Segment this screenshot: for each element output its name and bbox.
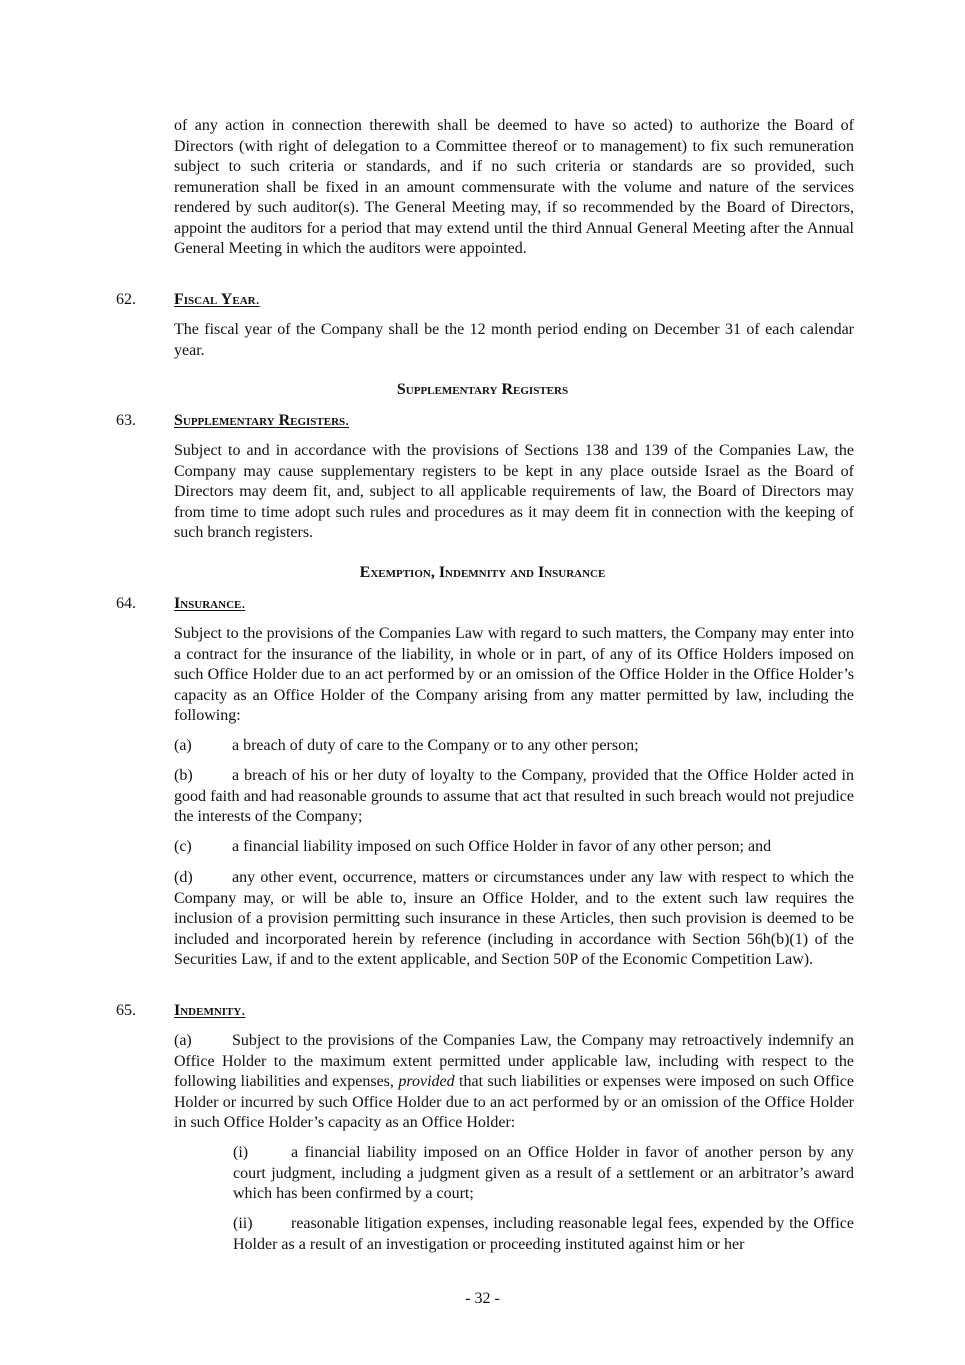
section-62-number: 62. [116, 291, 136, 308]
section-64-item-d: (d) any other event, occurrence, matters or circumstances under any law with respect to which the Company may, or will be able to, insure an Office Holder, and to the extent such law requires the inclusion of a provision permitting such insurance in these Articles, then such provision is deemed to be included and incorporated herein by reference (including in accordance with Section 56h(b)(1) of the Securities Law, if and to the extent applicable, and Section 50P of the Economic Competition Law). [174, 869, 854, 968]
section-65-number: 65. [116, 1002, 136, 1019]
section-62-heading: Fiscal Year. [174, 291, 260, 308]
section-64-heading: Insurance. [174, 595, 246, 612]
continuation-paragraph: of any action in connection therewith shall be deemed to have so acted) to authorize the Board of Directors (with right of delegation to a Committee thereof or to management) to fix such remuneration subject to such criteria or standards, and if no such criteria or standards are so provided, such remuneration shall be fixed in an amount commensurate with the volume and nature of the services rendered by such auditor(s). The General Meeting may, if so recommended by the Board of Directors, appoint the auditors for a period that may extend until the third Annual General Meeting after the Annual General Meeting in which the auditors were appointed. [174, 117, 854, 257]
section-65-sub-item-i: (i) a financial liability imposed on an Office Holder in favor of another person by any court judgment, including a judgment given as a result of a settlement or an arbitrator’s award which has been confirmed by a court; [233, 1144, 854, 1202]
section-63-text: Subject to and in accordance with the provisions of Sections 138 and 139 of the Companies Law, the Company may cause supplementary registers to be kept in any place outside Israel as the Board of Directors may deem fit, and, subject to all applicable requirements of law, the Board of Directors may from time to time adopt such rules and procedures as it may deem fit in connection with the keeping of such branch registers. [174, 442, 854, 541]
page-number: - 32 - [465, 1290, 500, 1307]
section-65-item-a: (a) Subject to the provisions of the Companies Law, the Company may retroactively indemnify an Office Holder to the maximum extent permitted under applicable law, including with respect to the following liabilities and expenses, provided that such liabilities or expenses were imposed on such Office Holder or incurred by such Office Holder due to an act performed by or an omission of the Office Holder in such Office Holder’s capacity as an Office Holder: [174, 1032, 855, 1131]
section-64-item-a: (a) a breach of duty of care to the Company or to any other person; [174, 737, 639, 754]
section-65-sub-item-ii: (ii) reasonable litigation expenses, including reasonable legal fees, expended by the Office Holder as a result of an investigation or proceeding instituted against him or her [233, 1215, 854, 1253]
section-64-number: 64. [116, 595, 136, 612]
section-65-heading: Indemnity. [174, 1002, 246, 1019]
section-63-heading: Supplementary Registers. [174, 412, 350, 429]
heading-supplementary-registers: Supplementary Registers [396, 381, 569, 398]
section-63-number: 63. [116, 412, 136, 429]
section-64-intro: Subject to the provisions of the Companies Law with regard to such matters, the Company may enter into a contract for the insurance of the liability, in whole or in part, of any of its Office Holders imposed on such Office Holder due to an act performed by or an omission of the Office Holder in the Office Holder’s capacity as an Office Holder of the Company arising from any matter permitted by law, including the following: [174, 625, 854, 724]
section-64-item-b: (b) a breach of his or her duty of loyalty to the Company, provided that the Office Holder acted in good faith and had reasonable grounds to assume that act that resulted in such breach would not prejudice the interests of the Company; [174, 767, 854, 825]
section-62-text: The fiscal year of the Company shall be the 12 month period ending on December 31 of each calendar year. [174, 321, 854, 359]
heading-exemption-indemnity-insurance: Exemption, Indemnity and Insurance [359, 564, 606, 581]
section-64-item-c: (c) a financial liability imposed on such Office Holder in favor of any other person; and [174, 838, 772, 855]
